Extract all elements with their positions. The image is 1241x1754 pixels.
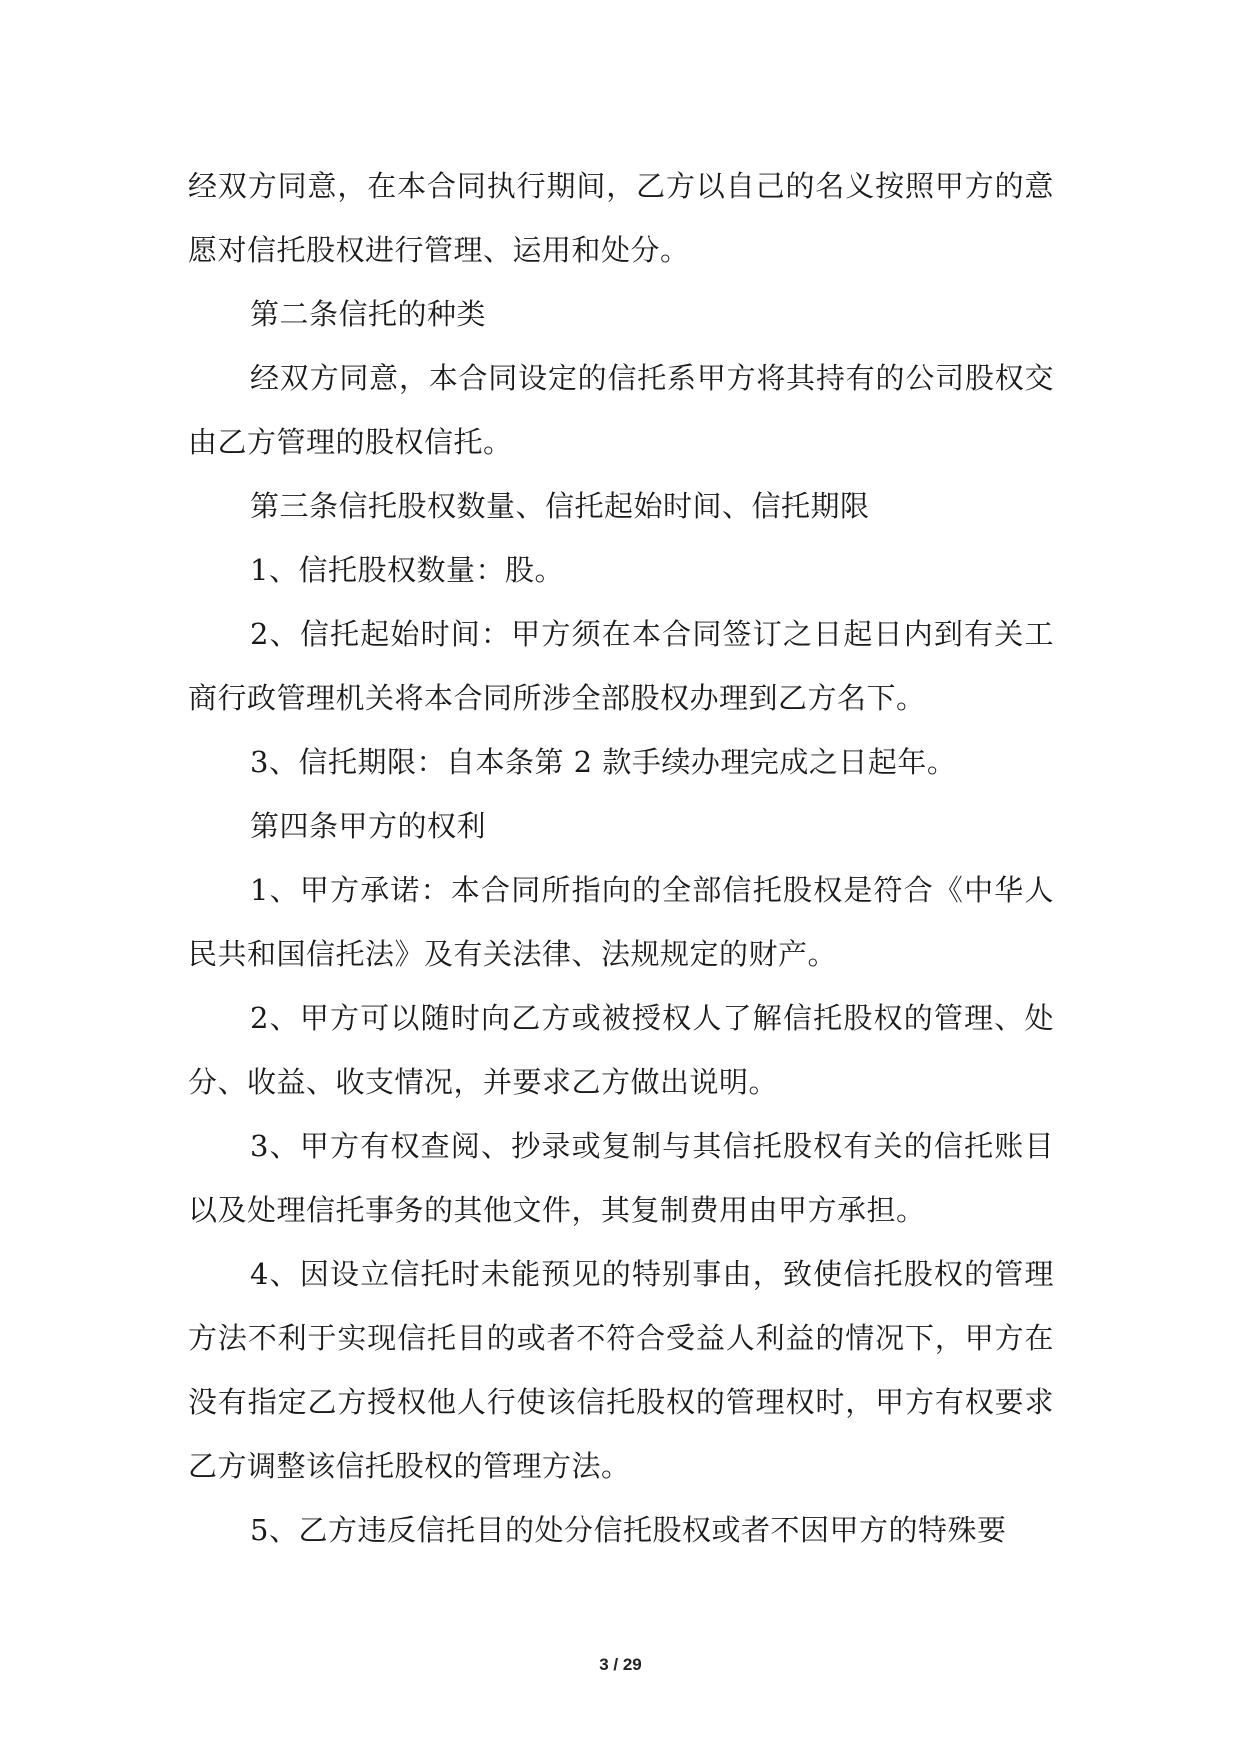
list-item: 5、乙方违反信托目的处分信托股权或者不因甲方的特殊要	[250, 1513, 1007, 1547]
list-item: 2、信托起始时间：甲方须在本合同签订之日起日内到有关工商行政管理机关将本合同所涉全部股权办理到乙方名下。	[188, 617, 1054, 715]
list-item: 1、甲方承诺：本合同所指向的全部信托股权是符合《中华人民共和国信托法》及有关法律、法规规定的财产。	[188, 873, 1054, 971]
section-heading: 第四条甲方的权利	[250, 809, 487, 843]
section-heading: 第三条信托股权数量、信托起始时间、信托期限	[250, 489, 870, 523]
list-item: 1、信托股权数量：股。	[250, 553, 564, 587]
paragraph: 经双方同意，在本合同执行期间，乙方以自己的名义按照甲方的意愿对信托股权进行管理、运用和处分。	[188, 169, 1054, 267]
page-number: 3 / 29	[599, 1655, 642, 1674]
list-item: 2、甲方可以随时向乙方或被授权人了解信托股权的管理、处分、收益、收支情况，并要求乙方做出说明。	[188, 1001, 1054, 1099]
list-item: 3、信托期限：自本条第 2 款手续办理完成之日起年。	[250, 745, 957, 779]
list-item: 4、因设立信托时未能预见的特别事由，致使信托股权的管理方法不利于实现信托目的或者不符合受益人利益的情况下，甲方在没有指定乙方授权他人行使该信托股权的管理权时，甲方有权要求乙方调整该信托股权的管理方法。	[188, 1257, 1054, 1483]
document-body	[188, 154, 1054, 1562]
paragraph: 经双方同意，本合同设定的信托系甲方将其持有的公司股权交由乙方管理的股权信托。	[188, 361, 1054, 459]
list-item: 3、甲方有权查阅、抄录或复制与其信托股权有关的信托账目以及处理信托事务的其他文件，其复制费用由甲方承担。	[188, 1129, 1054, 1227]
section-heading: 第二条信托的种类	[250, 297, 487, 331]
